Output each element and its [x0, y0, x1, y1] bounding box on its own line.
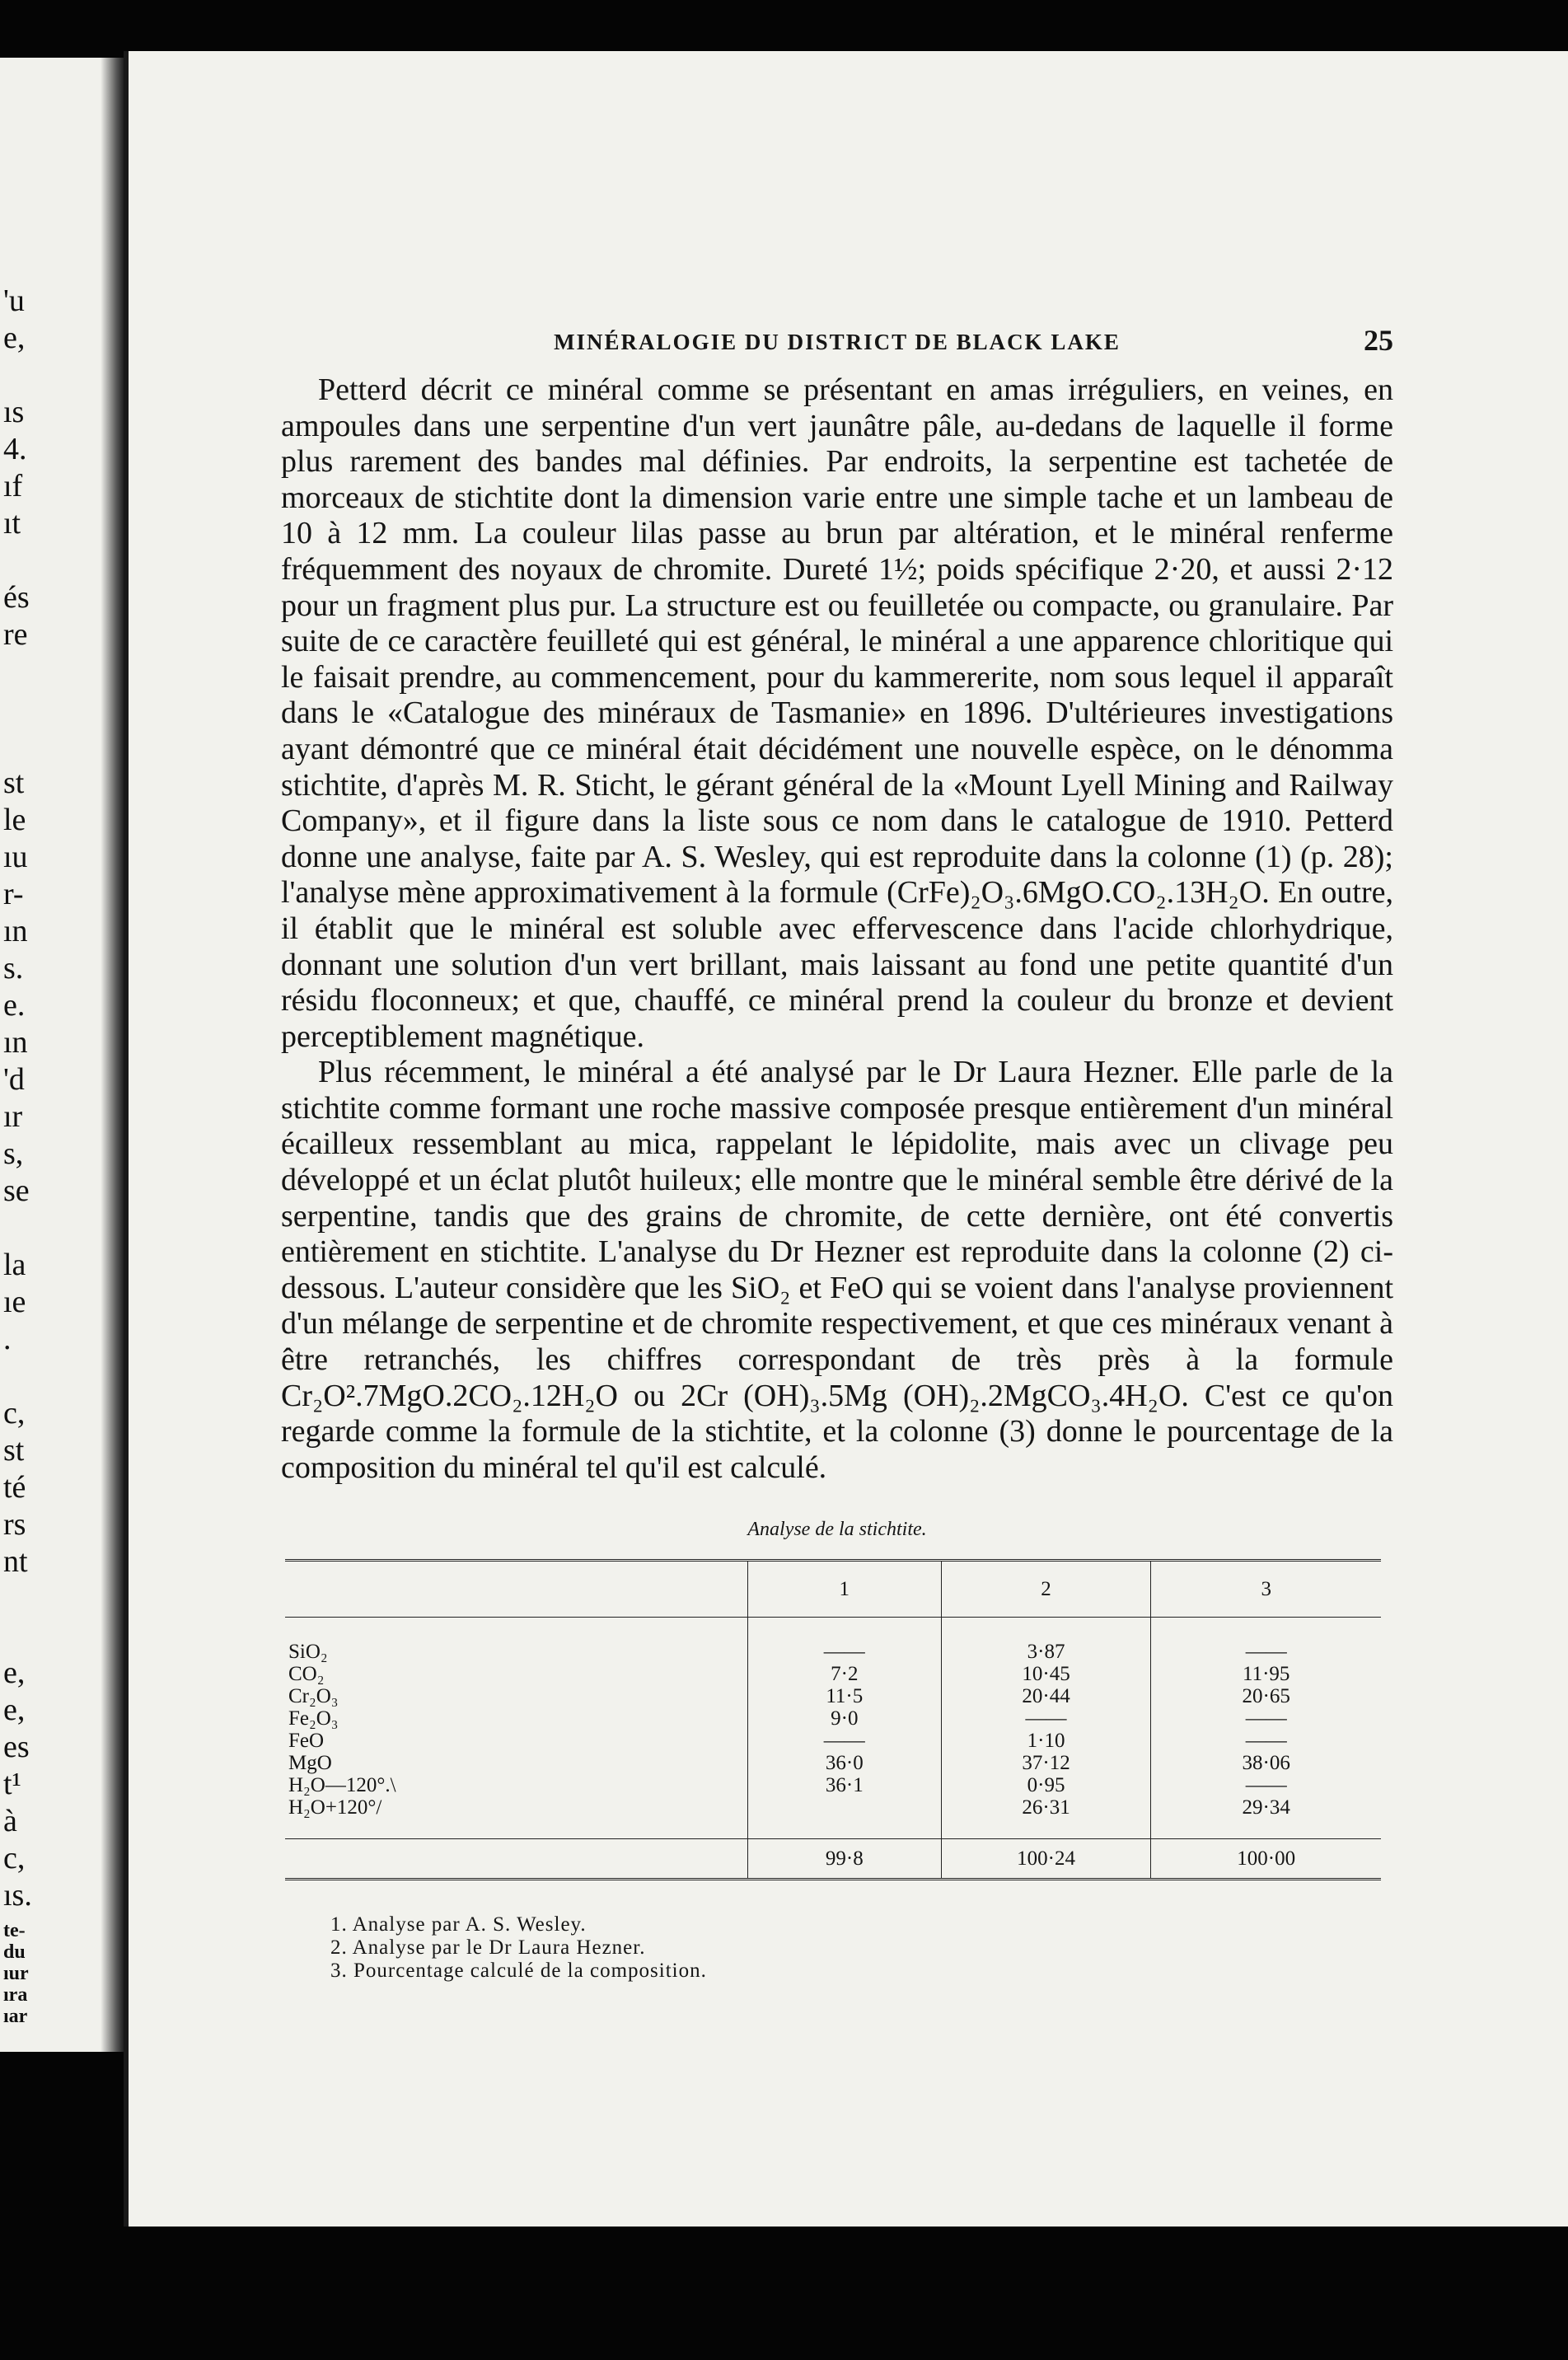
table-cell-col-3: ——: [1151, 1774, 1381, 1796]
left-page-fragment: rs: [3, 1507, 26, 1542]
table-cell-col-2: ——: [941, 1707, 1151, 1730]
left-page-fragment: e,: [3, 1693, 26, 1727]
table-cell-col-1: [747, 1796, 941, 1839]
left-page-fragment: e,: [3, 1655, 26, 1690]
table-header-label: [285, 1561, 747, 1618]
table-row-label: CO₂: [288, 1663, 325, 1686]
left-page-fragment: t¹: [3, 1767, 21, 1801]
table-row: [285, 1730, 1381, 1752]
table-cell-col-2: 0·95: [941, 1774, 1151, 1796]
left-page-fragment: r-: [3, 877, 24, 911]
analysis-table: [285, 1559, 1381, 1880]
footnote-3: 3. Pourcentage calculé de la composition.: [330, 1960, 707, 1983]
left-page-fragment: ıra: [3, 1984, 28, 2006]
left-page-fragment: ıf: [3, 469, 23, 503]
table-header-col-2: 2: [941, 1561, 1151, 1618]
table-row: [285, 1796, 1381, 1839]
left-page-fragment: nt: [3, 1544, 28, 1579]
left-page-fragment: és: [3, 580, 30, 615]
paragraph-1: Petterd décrit ce minéral comme se présentant en amas irréguliers, en veines, en ampoules dans une serpentine d'un vert jaunâtre pâle, au-dedans de laquelle il forme plus rarement des bandes mal définies. Par endroits, la serpentine est tachetée de morceaux de stichtite dont la dimension varie entre une simple tache et un lambeau de 10 à 12 mm. La couleur lilas passe au brun par altération, et le minéral renferme fréquemment des noyaux de chromite. Dureté 1½; poids spécifique 2·20, et aussi 2·12 pour un fragment plus pur. La structure est ou feuilletée ou compacte, ou granulaire. Par suite de ce caractère feuilleté qui est général, le minéral a une apparence chloritique qui le faisait prendre, au commencement, pour du kammererite, nom sous lequel il apparaît dans le «Catalogue des minéraux de Tasmanie» en 1896. D'ultérieures investigations ayant démontré que ce minéral était décidément une nouvelle espèce, on le dénomma stichtite, d'après M. R. Sticht, le gérant général de la «Mount Lyell Mining and Railway Company», et il figure dans la liste sous ce nom dans le catalogue de 1910. Petterd donne une analyse, faite par A. S. Wesley, qui est reproduite dans la colonne (1) (p. 28); l'analyse mène approximativement à la formule (CrFe)₂O₃.6MgO.CO₂.13H₂O. En outre, il établit que le minéral est soluble avec effervescence dans l'acide chlorhydrique, donnant une solution d'un vert brillant, mais laissant au fond une petite quantité d'un résidu floconneux; et que, chauffé, ce minéral prend la couleur du bronze et devient perceptiblement magnétique.: [281, 372, 1393, 1054]
table-row-label: MgO: [288, 1752, 332, 1775]
left-page-fragment: ıur: [3, 1963, 29, 1984]
table-cell-col-1: 7·2: [747, 1663, 941, 1685]
left-page-fragment: te-: [3, 1920, 26, 1941]
table-totals-label: [285, 1839, 747, 1880]
table-header-col-3: 3: [1151, 1561, 1381, 1618]
table-cell-col-3: ——: [1151, 1707, 1381, 1730]
table-cell-col-1: ——: [747, 1730, 941, 1752]
footnotes: [330, 1913, 1393, 1983]
left-page-fragment: st: [3, 766, 25, 800]
table-header-row: [285, 1561, 1381, 1618]
table-cell-col-1: ——: [747, 1618, 941, 1664]
left-page-fragment: ır: [3, 1099, 23, 1134]
table-row: [285, 1752, 1381, 1774]
table-cell-col-1: 11·5: [747, 1685, 941, 1707]
table-totals-row: [285, 1839, 1381, 1880]
table-row-label: SiO₂: [288, 1641, 328, 1664]
table-cell-col-2: 1·10: [941, 1730, 1151, 1752]
left-page-fragment: 'd: [3, 1062, 25, 1097]
table-row-label: H₂O—120°.\: [288, 1774, 396, 1797]
table-total-col-3: 100·00: [1151, 1839, 1381, 1880]
running-head-title: MINÉRALOGIE DU DISTRICT DE BLACK LAKE: [554, 330, 1121, 354]
table-total-col-2: 100·24: [941, 1839, 1151, 1880]
table-cell-col-3: ——: [1151, 1618, 1381, 1664]
left-page-fragment: c,: [3, 1396, 26, 1431]
table-row: [285, 1774, 1381, 1796]
table-body: [285, 1618, 1381, 1839]
left-page-fragment: du: [3, 1941, 26, 1963]
left-page-fragment: se: [3, 1173, 30, 1208]
table-row: [285, 1707, 1381, 1730]
left-page-fragment: ıt: [3, 506, 21, 541]
table-cell-col-1: 9·0: [747, 1707, 941, 1730]
left-page-fragment: s,: [3, 1136, 24, 1171]
table-row: [285, 1685, 1381, 1707]
left-page-fragment: ıs.: [3, 1878, 32, 1913]
left-page-fragment: st: [3, 1433, 25, 1468]
left-page-fragment: e.: [3, 988, 26, 1023]
body-text: [281, 372, 1393, 1486]
right-page: [124, 51, 1568, 2227]
table-cell-col-2: 26·31: [941, 1796, 1151, 1839]
table-cell-col-1: 36·1: [747, 1774, 941, 1796]
left-page-fragment: té: [3, 1470, 26, 1505]
left-page-fragment: la: [3, 1248, 26, 1282]
left-page-fragment: ıar: [3, 2006, 28, 2027]
page-gutter: [101, 58, 124, 2052]
table-row-label: Cr₂O₃: [288, 1685, 339, 1708]
table-cell-col-2: 20·44: [941, 1685, 1151, 1707]
table-row-label: H₂O+120°/: [288, 1796, 382, 1819]
left-page-fragment: ıe: [3, 1285, 26, 1319]
table-cell-col-3: ——: [1151, 1730, 1381, 1752]
table-cell-col-3: 20·65: [1151, 1685, 1381, 1707]
table-cell-col-1: 36·0: [747, 1752, 941, 1774]
left-page-fragment: ıs: [3, 395, 25, 429]
footnote-2: 2. Analyse par le Dr Laura Hezner.: [330, 1936, 646, 1960]
table-cell-col-2: 37·12: [941, 1752, 1151, 1774]
left-page-fragment: à: [3, 1804, 17, 1838]
table-cell-col-3: 11·95: [1151, 1663, 1381, 1685]
page-content: [281, 323, 1393, 1983]
table-cell-col-3: 29·34: [1151, 1796, 1381, 1839]
paragraph-2: Plus récemment, le minéral a été analysé par le Dr Laura Hezner. Elle parle de la stichtite comme formant une roche massive composée presque entièrement d'un minéral écailleux ressemblant au mica, rappelant le lépidolite, mais avec un clivage peu développé et un éclat plutôt huileux; elle montre que le minéral semble être dérivé de la serpentine, tandis que des grains de chromite, de cette dernière, ont été convertis entièrement en stichtite. L'analyse du Dr Hezner est reproduite dans la colonne (2) ci-dessous. L'auteur considère que les SiO₂ et FeO qui se voient dans l'analyse proviennent d'un mélange de serpentine et de chromite respectivement, et que ces minéraux venant à être retranchés, les chiffres correspondant de très près à la formule Cr₂O².7MgO.2CO₂.12H₂O ou 2Cr (OH)₃.5Mg (OH)₂.2MgCO₃.4H₂O. C'est ce qu'on regarde comme la formule de la stichtite, et la colonne (3) donne le pourcentage de la composition du minéral tel qu'il est calculé.: [281, 1055, 1393, 1485]
table-header-col-1: 1: [747, 1561, 941, 1618]
left-page-fragment: re: [3, 617, 28, 652]
table-row-label: FeO: [288, 1730, 325, 1753]
left-page-edge: [0, 58, 124, 2052]
table-row: [285, 1618, 1381, 1664]
left-page-fragment: 'u: [3, 283, 25, 318]
table-row: [285, 1663, 1381, 1685]
table-total-col-1: 99·8: [747, 1839, 941, 1880]
left-page-fragment: c,: [3, 1841, 26, 1875]
left-page-fragment: 4.: [3, 432, 27, 466]
left-page-fragment: ıu: [3, 840, 28, 874]
left-page-fragment: e,: [3, 321, 26, 355]
left-page-fragment: s.: [3, 951, 24, 986]
footnote-1: 1. Analyse par A. S. Wesley.: [330, 1913, 587, 1936]
left-page-fragment: .: [3, 1322, 12, 1356]
table-cell-col-2: 3·87: [941, 1618, 1151, 1664]
table-row-label: Fe₂O₃: [288, 1707, 339, 1730]
left-page-fragment: ın: [3, 1025, 28, 1060]
running-head: [281, 323, 1393, 372]
left-page-fragment: ın: [3, 914, 28, 948]
left-page-fragment: es: [3, 1730, 30, 1764]
table-cell-col-3: 38·06: [1151, 1752, 1381, 1774]
left-page-fragment: le: [3, 803, 26, 837]
table-caption: Analyse de la stichtite.: [747, 1519, 927, 1541]
page-number: 25: [1364, 324, 1393, 357]
table-cell-col-2: 10·45: [941, 1663, 1151, 1685]
